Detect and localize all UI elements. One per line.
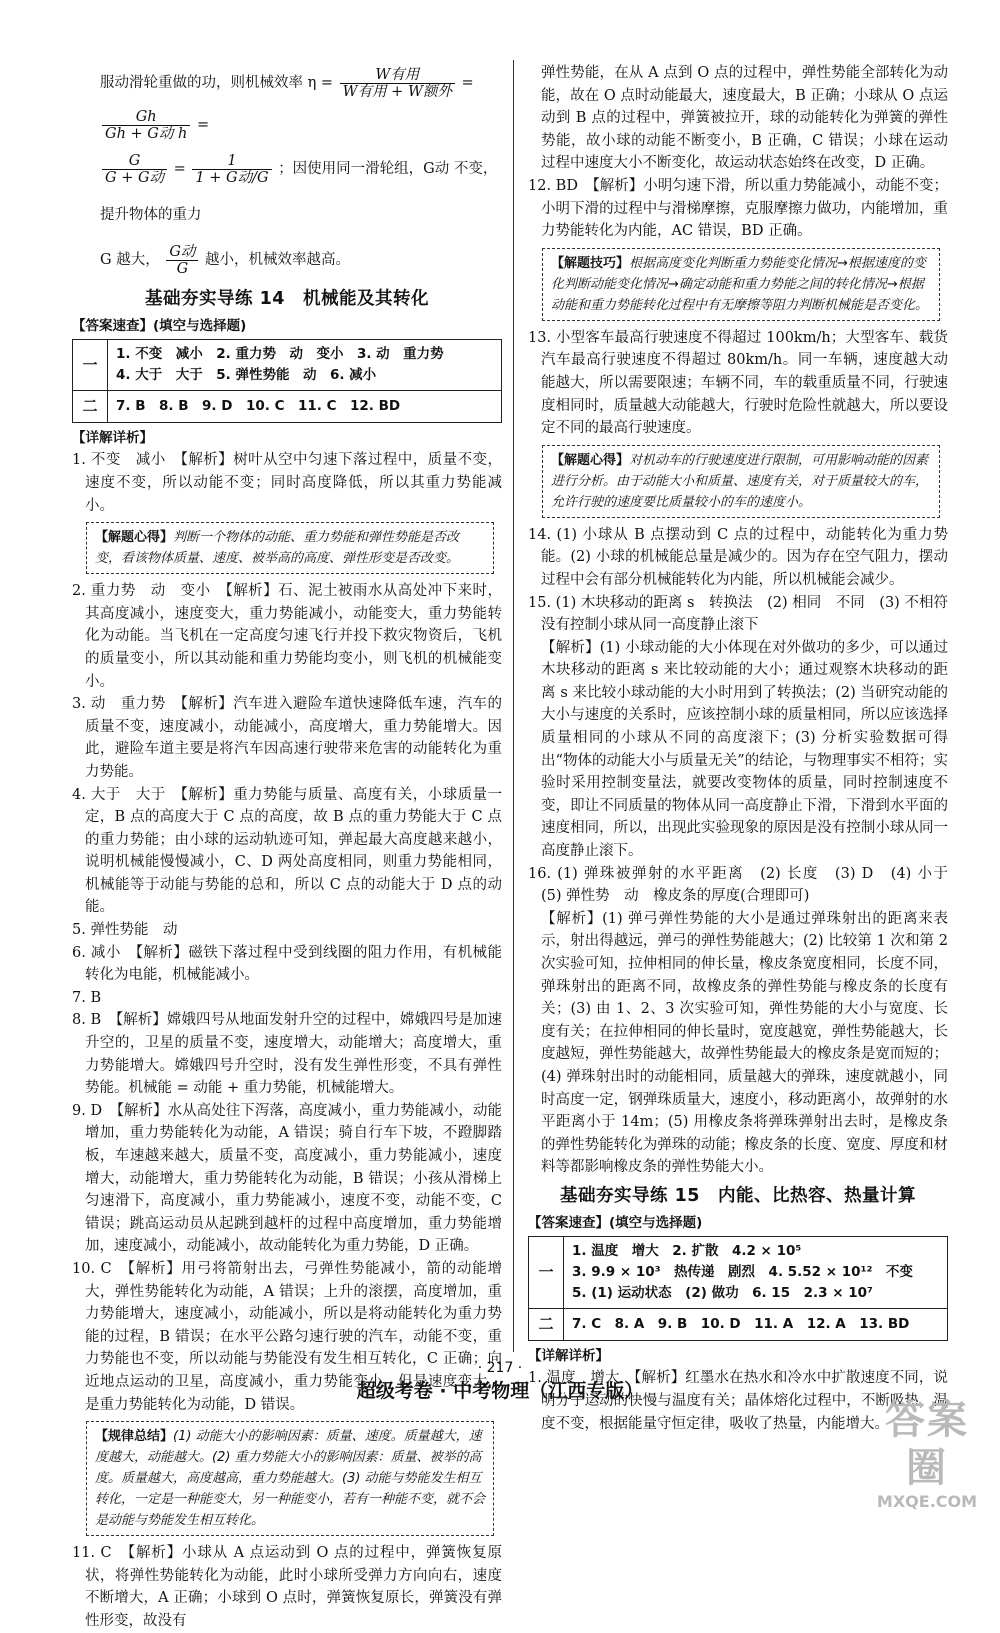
answer-item-11: 11. C 【解析】小球从 A 点运动到 O 点的过程中，弹簧恢复原状，将弹性势能转化为动能，此时小球所受弹力方向向右，速度不断增大，A 正确；小球到 O 点时，弹簧恢复原长，弹簧没有弹性形变，故没有 — [72, 1545, 502, 1629]
detail-header-15: 【详解详析】 — [528, 1347, 609, 1364]
answer-item-5: 5. 弹性势能 动 — [72, 922, 178, 939]
answer-key-row-label: 一 — [529, 1237, 564, 1309]
answer-key-table-15 — [528, 1236, 948, 1341]
fraction-gh: $\frac{Gh}{\text{Gh + G动 h}}$ — [102, 109, 190, 142]
answer-item-3: 3. 动 重力势 【解析】汽车进入避险车道快速降低车速，汽车的质量不变，速度减小，动能减小，高度增大，重力势能增大。因此，避险车道主要是将汽车因高速行驶带来危害的动能转化为重力势能。 — [72, 696, 502, 780]
tip-box-4: 【解题心得】对机动车的行驶速度进行限制，可用影响动能的因素进行分析。由于动能大小和质量、速度有关，对于质量较大的车，允许行驶的速度要比质量较小的车的速度小。 — [542, 445, 940, 518]
answer-item-1: 1. 不变 减小 【解析】树叶从空中匀速下落过程中，质量不变，速度不变，所以动能不变；同时高度降低，所以其重力势能减小。 — [72, 452, 502, 514]
fraction-one: $\frac{1}{\text{1 + G动/G}}$ — [192, 153, 271, 186]
answer-item-15-1: 1. 温度 增大 【解析】红墨水在热水和冷水中扩散速度不同，说明分子运动的快慢与温度有关；晶体熔化过程中，不断吸热，温度不变，根据能量守恒定律，吸收了热量，内能增大。 — [528, 1370, 948, 1432]
answer-key-row-1: 1. 不变 减小 2. 重力势 动 变小 3. 动 重力势 4. 大于 大于 5. 弹性势能 动 6. 减小 — [108, 340, 502, 391]
answer-key-row-2: 7. C 8. A 9. B 10. D 11. A 12. A 13. BD — [564, 1309, 948, 1341]
fraction-g: $\frac{G}{\text{G + G动}}$ — [102, 153, 167, 186]
detail-header-14: 【详解详析】 — [72, 429, 153, 446]
fraction-work: $\frac{\text{W有用}}{\text{W有用 + W额外}}$ — [340, 67, 455, 100]
answer-item-10: 10. C 【解析】用弓将箭射出去，弓弹性势能减小，箭的动能增大，弹性势能转化为动能，A 错误；上升的滚摆，高度增加，重力势能增大，速度减小，动能减小，所以是将动能转化为重力势能的过程，B 错误；在水平公路匀速行驶的汽车，动能不变，重力势能也不变，所以动能与势能没有发生相互转化，C 正确；向近地点运动的卫星，高度减小，重力势能变小，但是速度变大，是重力势能转化为动能，D 错误。 — [72, 1260, 502, 1413]
answer-item-2: 2. 重力势 动 变小 【解析】石、泥土被雨水从高处冲下来时，其高度减小，速度变大，重力势能减小，动能变大，重力势能转化为动能。当飞机在一定高度匀速飞行并投下救灾物资后，飞机的质量变小，所以其动能和重力势能均变小，则飞机的机械能变小。 — [72, 583, 502, 690]
answer-key-row-2: 7. B 8. B 9. D 10. C 11. C 12. BD — [108, 391, 502, 423]
tip-box-1: 【解题心得】判断一个物体的动能、重力势能和弹性势能是否改变，看该物体质量、速度、被举高的高度、弹性形变是否改变。 — [86, 522, 494, 574]
answer-item-14: 14. (1) 小球从 B 点摆动到 C 点的过程中，动能转化为重力势能。(2) 小球的机械能总量是减少的。因为存在空气阻力，摆动过程中会有部分机械能转化为内能，所以机械能会减少。 — [528, 526, 948, 588]
right-column — [528, 62, 963, 1435]
answer-key-table-14 — [72, 339, 502, 423]
answer-item-11-continued: 弹性势能，在从 A 点到 O 点的过程中，弹性势能全部转化为动能，故在 O 点时动能最大，速度最大，B 正确；小球从 O 点运动到 B 点的过程中，弹簧被拉开，球的动能转化为弹簧的弹性势能，故小球的动能不断变小，B 正确，C 错误；小球在运动过程中速度大小不断变化，故运动状态始终在改变，D 正确。 — [541, 65, 948, 172]
answer-item-13: 13. 小型客车最高行驶速度不得超过 100km/h；大型客车、载货汽车最高行驶速度不得超过 80km/h。同一车辆，速度越大动能越大，所以需要限速；车辆不同，车的载重质量不同，行驶速度相同时，质量越大动能越大，行驶时危险性就越大，所以要设定不同的最高行驶速度。 — [528, 329, 948, 437]
answer-item-6: 6. 减小 【解析】磁铁下落过程中受到线圈的阻力作用，有机械能转化为电能，机械能减小。 — [72, 944, 502, 984]
answer-item-7: 7. B — [72, 989, 102, 1006]
section-title-14: 基础夯实导练 14 机械能及其转化 — [145, 289, 429, 309]
column-divider — [513, 60, 514, 1352]
tip-box-3: 【解题技巧】根据高度变化判断重力势能变化情况→根据速度的变化判断动能变化情况→确定动能和重力势能之间的转化情况→根据动能和重力势能转化过程中有无摩擦等阻力判断机械能是否变化。 — [542, 248, 940, 321]
answer-key-row-label: 二 — [529, 1309, 564, 1341]
answer-header-14: 【答案速查】(填空与选择题) — [72, 317, 247, 334]
answer-header-15: 【答案速查】(填空与选择题) — [528, 1214, 703, 1231]
answer-item-15-analysis: 【解析】(1) 小球动能的大小体现在对外做功的多少，可以通过木块移动的距离 s 来比较动能的大小；通过观察木块移动的距离 s 来比较小球动能的大小时用到了转换法；(2) 当研究动能的大小与速度的关系时，应该控制小球的质量相同，所以应该选择质量相同的小球从不同的高度滚下；(3) 分析实验数据可得出“物体的动能大小与质量无关”的结论，与物理事实不相符；实验时采用控制变量法，就要改变物体的质量，同时控制速度不变，即让不同质量的物体从同一高度静止下滑，下滑到水平面的速度相同，所以，出现此实验现象的原因是没有控制小球从同一高度静止滚下。 — [541, 639, 948, 860]
page-number: · 217 · — [477, 1360, 523, 1376]
watermark-logo: 答案圈 MXQE.COM — [872, 1396, 982, 1476]
tip-box-2: 【规律总结】(1) 动能大小的影响因素：质量、速度。质量越大，速度越大，动能越大。(2) 重力势能大小的影响因素：质量、被举的高度。质量越大，高度越高，重力势能越大。(3) 动能与势能发生相互转化，一定是一种能变大，另一种能变小，若有一种能不变，就不会是动能与势能发生相互转化。 — [86, 1421, 494, 1536]
section-title-15: 基础夯实导练 15 内能、比热容、热量计算 — [560, 1185, 916, 1206]
efficiency-formula: 服动滑轮重做的功，则机械效率 η = $\frac{\text{W有用}}{\text{W有用 + W额外}}$ = $\frac{Gh}{\text{Gh + G动 h}}$ = $\frac{G}{\text{G + G动}}$ = $\frac{1}{\text{1 + G动/G}}$ ；因使用同一滑轮组，G动 不变，提升物体的重力 G 越大， $\frac{\text{G动}}{G}$ 越小，机械效率越高。 — [100, 66, 498, 277]
answer-key-row-label: 一 — [73, 340, 108, 391]
answer-item-16: 16. (1) 弹珠被弹射的水平距离 (2) 长度 (3) D (4) 小于 (5) 弹性势 动 橡皮条的厚度(合理即可) — [528, 865, 963, 905]
answer-item-12: 12. BD 【解析】小明匀速下滑，所以重力势能减小，动能不变；小明下滑的过程中与滑梯摩擦，克服摩擦力做功，内能增加，重力势能转化为内能，AC 错误，BD 正确。 — [528, 177, 948, 240]
answer-item-4: 4. 大于 大于 【解析】重力势能与质量、高度有关，小球质量一定，B 点的高度大于 C 点的高度，故 B 点的重力势能大于 C 点的重力势能；由小球的运动轨迹可知，弹起最大高度越来越小，说明机械能慢慢减小，C、D 两处高度相同，则重力势能相同，机械能等于动能与势能的总和，所以 C 点的动能大于 D 点的动能。 — [72, 786, 502, 916]
answer-key-row-label: 二 — [73, 391, 108, 423]
book-title: 超级考卷 · 中考物理（江西专版） — [356, 1380, 644, 1402]
answer-item-8: 8. B 【解析】嫦娥四号从地面发射升空的过程中，嫦娥四号是加速升空的，卫星的质量不变，速度增大，动能增大；高度增大，重力势能增大。嫦娥四号升空时，没有发生弹性形变，不具有弹性势能。机械能 = 动能 + 重力势能，机械能增大。 — [72, 1012, 502, 1097]
fraction-gdong: $\frac{\text{G动}}{G}$ — [166, 244, 198, 277]
formula-text: 服动滑轮重做的功，则机械效率 η = — [100, 75, 334, 91]
answer-item-9: 9. D 【解析】水从高处往下泻落，高度减小，重力势能减小，动能增加，重力势能转化为动能，A 错误；骑自行车下坡，不蹬脚踏板，车速越来越大，质量不变，高度减小，重力势能减小，速度增大，动能增大，重力势能转化为动能，B 错误；小孩从滑梯上匀速滑下，高度减小，重力势能减小，速度不变，动能不变，C 错误；跳高运动员从起跳到越杆的过程中高度增加，重力势能增加，速度减小，动能减小，故动能转化为重力势能，D 正确。 — [72, 1102, 502, 1255]
watermark-glyph-icon: 答案圈 — [885, 1397, 969, 1491]
answer-key-row-1: 1. 温度 增大 2. 扩散 4.2 × 10⁵ 3. 9.9 × 10³ 热传递 剧烈 4. 5.52 × 10¹² 不变 5. (1) 运动状态 (2) 做功 6. 15 2.3 × 10⁷ — [564, 1237, 948, 1309]
answer-item-16-analysis: 【解析】(1) 弹弓弹性势能的大小是通过弹珠射出的距离来表示，射出得越远，弹弓的弹性势能越大；(2) 比较第 1 次和第 2 次实验可知，拉伸相同的伸长量，橡皮条宽度相同，长度不同，弹珠射出的距离不同，故橡皮条的弹性势能与橡皮条的长度有关；(3) 由 1、2、3 次实验可知，弹性势能的大小与宽度、长度有关；在拉伸相同的伸长量时，宽度越宽，弹性势能越大，长度越短，弹性势能越大，故弹性势能最大的橡皮条是宽而短的；(4) 弹珠射出时的动能相同，质量越大的弹珠，速度就越小，同时高度一定，钢弹珠质量大，速度小，移动距离小，故弹射的水平距离小于 14m；(5) 用橡皮条将弹珠弹射出去时，是橡皮条的弹性势能转化为弹珠的动能；橡皮条的长度、宽度、厚度和材料等都影响橡皮条的弹性势能大小。 — [541, 910, 948, 1176]
answer-item-15: 15. (1) 木块移动的距离 s 转换法 (2) 相同 不同 (3) 不相符 没有控制小球从同一高度静止滚下 — [528, 594, 963, 634]
